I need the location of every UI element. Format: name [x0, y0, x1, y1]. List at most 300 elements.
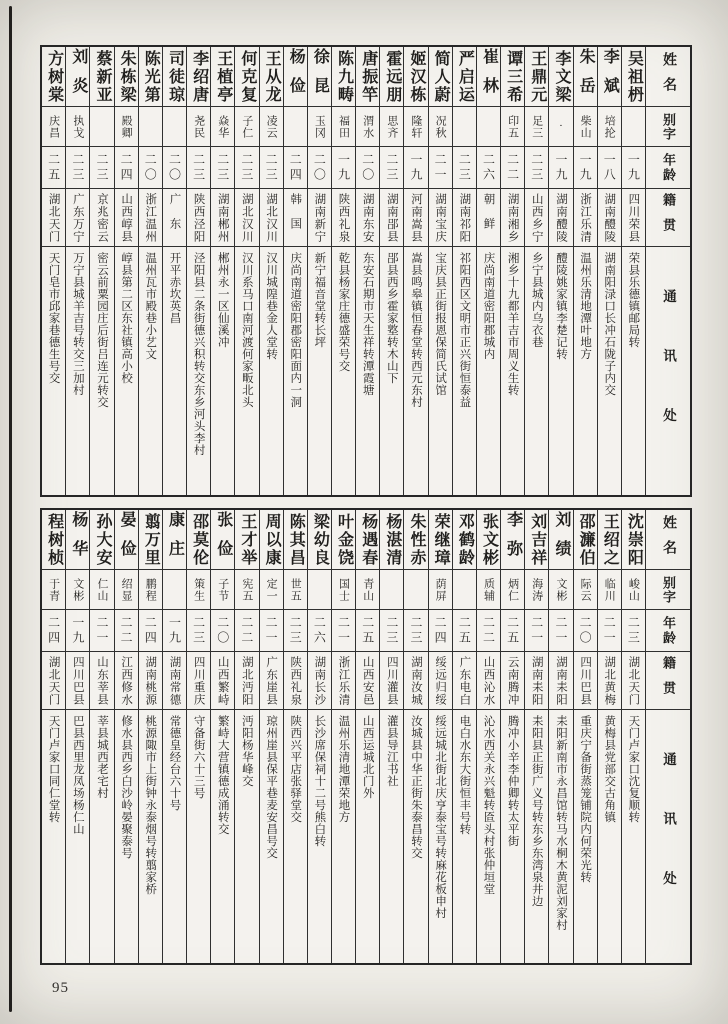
person-native: 广东 [163, 189, 186, 247]
person-native: 湖北汉川 [260, 189, 283, 247]
person-native: 浙江温州 [139, 189, 162, 247]
person-column [283, 47, 307, 495]
person-zi: 培抡 [598, 107, 621, 147]
person-age: 二三 [453, 147, 476, 189]
person-native: 湖北天门 [622, 652, 645, 710]
person-name: 唐振竿 [356, 47, 379, 107]
person-age: 二一 [549, 610, 572, 652]
person-column [283, 510, 307, 963]
person-zi: 青山 [356, 570, 379, 610]
person-column [524, 510, 548, 963]
person-age: 二四 [429, 610, 452, 652]
person-name: 邵莫伦 [187, 510, 210, 570]
person-address: 灌县导江书社 [385, 715, 398, 787]
person-native: 湖南汝城 [404, 652, 427, 710]
person-address: 电白水东大街恒丰号转 [458, 715, 471, 835]
person-column [573, 47, 597, 495]
person-native: 朝鲜 [477, 189, 500, 247]
header-native-label: 籍贯 [646, 652, 690, 710]
header-column [645, 510, 690, 963]
page-number: 95 [52, 980, 69, 996]
person-native: 湖南东安 [356, 189, 379, 247]
person-name: 陈光第 [139, 47, 162, 107]
person-column [355, 47, 379, 495]
header-zi-label: 别字 [646, 570, 690, 610]
person-zi: 峻山 [622, 570, 645, 610]
person-age: 二〇 [211, 610, 234, 652]
person-address: 汉川城隍巷金人堂转 [265, 252, 278, 360]
person-column [500, 47, 524, 495]
person-name: 张俭 [211, 510, 234, 570]
person-column [42, 47, 65, 495]
person-name: 杨遇春 [356, 510, 379, 570]
person-age: 二〇 [308, 147, 331, 189]
person-address: 温州瓦市殿巷小艺文 [144, 252, 157, 360]
person-name: 李弥 [501, 510, 524, 570]
person-column [114, 510, 138, 963]
person-zi: 庆昌 [42, 107, 65, 147]
person-address: 温州乐清地潭荣地方 [337, 715, 350, 823]
person-native: 云南腾冲 [501, 652, 524, 710]
person-age: 二四 [115, 147, 138, 189]
person-column [428, 47, 452, 495]
person-name: 翦万里 [139, 510, 162, 570]
person-zi [404, 570, 427, 610]
person-column [331, 47, 355, 495]
person-age: 二〇 [163, 147, 186, 189]
person-name: 张文彬 [477, 510, 500, 570]
person-name: 康庄 [163, 510, 186, 570]
person-name: 陈其昌 [284, 510, 307, 570]
person-address: 湘乡十九都羊吉市周义生转 [506, 252, 519, 396]
person-zi: 隆轩 [404, 107, 427, 147]
person-age: 一八 [598, 147, 621, 189]
person-column [89, 47, 113, 495]
header-zi-label: 别字 [646, 107, 690, 147]
person-age: 二三 [235, 147, 258, 189]
person-name: 朱栋梁 [115, 47, 138, 107]
person-age: 二三 [380, 147, 403, 189]
person-native: 湖南湘乡 [501, 189, 524, 247]
person-column [162, 47, 186, 495]
person-name: 王绍之 [598, 510, 621, 570]
person-name: 朱性赤 [404, 510, 427, 570]
person-name: 刘吉祥 [525, 510, 548, 570]
person-name: 杨华 [66, 510, 89, 570]
person-native: 京兆密云 [90, 189, 113, 247]
person-address: 沁水西关永兴魁转匼头村张仲垣堂 [482, 715, 495, 895]
person-age: 二二 [477, 610, 500, 652]
person-zi [380, 570, 403, 610]
person-native: 陕西礼泉 [332, 189, 355, 247]
person-native: 河南嵩县 [404, 189, 427, 247]
person-zi: 思齐 [380, 107, 403, 147]
person-zi: 柴山 [574, 107, 597, 147]
person-age: 二三 [284, 610, 307, 652]
person-name: 谭三希 [501, 47, 524, 107]
person-zi: 渭水 [356, 107, 379, 147]
person-address: 黄梅县党部交古角镇 [603, 715, 616, 823]
person-zi: 绍显 [115, 570, 138, 610]
person-address: 郴州永一区仙溪冲 [216, 252, 229, 348]
person-column [597, 510, 621, 963]
person-name: 蔡新亚 [90, 47, 113, 107]
person-zi: 尧民 [187, 107, 210, 147]
person-zi: 国士 [332, 570, 355, 610]
person-address: 山西运城北门外 [361, 715, 374, 799]
person-address: 东安石期市天生祥转潭霞塘 [361, 252, 374, 396]
person-native: 四川巴县 [574, 652, 597, 710]
scan-edge-line [9, 6, 12, 1012]
person-address: 天门皂市邱家巷德生号交 [47, 252, 60, 384]
person-column [548, 47, 572, 495]
person-age: 二四 [42, 610, 65, 652]
person-name: 李斌 [598, 47, 621, 107]
person-zi: 宪五 [235, 570, 258, 610]
person-age: 二二 [235, 610, 258, 652]
person-zi: 质辅 [477, 570, 500, 610]
person-column [234, 510, 258, 963]
person-zi: 际云 [574, 570, 597, 610]
person-native: 湖南醴陵 [598, 189, 621, 247]
person-age: 二六 [308, 610, 331, 652]
person-zi [308, 570, 331, 610]
person-zi: 临川 [598, 570, 621, 610]
person-age: 二三 [404, 610, 427, 652]
person-column [65, 47, 89, 495]
person-address: 汉川系马口南河渡何家畈北头 [240, 252, 253, 408]
person-name: 姬汉栋 [404, 47, 427, 107]
person-address: 嵩县鸣皋镇恒春堂转西元东村 [410, 252, 423, 408]
person-name: 陈九畴 [332, 47, 355, 107]
person-native: 广东电白 [453, 652, 476, 710]
person-name: 崔林 [477, 47, 500, 107]
person-zi: 执戈 [66, 107, 89, 147]
person-column [621, 510, 645, 963]
person-column [355, 510, 379, 963]
person-column [259, 510, 283, 963]
person-native: 广东崖县 [260, 652, 283, 710]
person-age: 一九 [163, 610, 186, 652]
header-age-label: 年龄 [646, 610, 690, 652]
person-address: 崞县第二区东社镇高小校 [120, 252, 133, 384]
person-native: 山西繁峙 [211, 652, 234, 710]
person-address: 耒阳县正街广义号转东乡东湾泉井边 [530, 715, 543, 907]
person-native: 山西乡宁 [525, 189, 548, 247]
person-column [307, 510, 331, 963]
person-age: 二五 [501, 610, 524, 652]
person-zi: 策生 [187, 570, 210, 610]
person-zi: 印五 [501, 107, 524, 147]
person-column [379, 510, 403, 963]
person-column [186, 510, 210, 963]
person-native: 山西安邑 [356, 652, 379, 710]
person-address: 新宁福音堂转长坪 [313, 252, 326, 348]
person-native: 湖南祁阳 [453, 189, 476, 247]
header-contact-label: 通讯处 [661, 289, 676, 468]
person-address: 腾冲小辛李仲卿转太平街 [506, 715, 519, 847]
person-zi: 文彬 [549, 570, 572, 610]
person-age: 二一 [429, 147, 452, 189]
person-native: 湖南新宁 [308, 189, 331, 247]
person-native: 湖南醴陵 [549, 189, 572, 247]
person-zi [477, 107, 500, 147]
person-column [42, 510, 65, 963]
person-name: 程树桢 [42, 510, 65, 570]
person-address: 重庆宁备街蒸笼铺院内何荣光转 [579, 715, 592, 883]
person-column [403, 47, 427, 495]
person-name: 杨俭 [284, 47, 307, 107]
header-column [645, 47, 690, 495]
person-age: 二一 [525, 610, 548, 652]
person-address: 荣县乐德镇邮局转 [627, 252, 640, 348]
person-address: 密云前粟园庄后街吕连元转交 [95, 252, 108, 408]
person-age: 二四 [284, 147, 307, 189]
person-name: 王才举 [235, 510, 258, 570]
person-zi: 玉冈 [308, 107, 331, 147]
person-age: 一九 [574, 147, 597, 189]
person-name: 孙大安 [90, 510, 113, 570]
person-native: 湖南常德 [163, 652, 186, 710]
directory-table-bottom [40, 508, 692, 965]
person-column [548, 510, 572, 963]
person-column [403, 510, 427, 963]
person-address: 繁峙大营镇德成涌转交 [216, 715, 229, 835]
person-address: 长沙席保祠十二号熊白转 [313, 715, 326, 847]
person-column [524, 47, 548, 495]
person-zi [90, 107, 113, 147]
person-address: 天门卢家口同仁堂转 [47, 715, 60, 823]
person-native: 湖北黄梅 [598, 652, 621, 710]
person-column [162, 510, 186, 963]
person-native: 浙江乐清 [574, 189, 597, 247]
person-age: 二〇 [139, 147, 162, 189]
person-age: 二三 [211, 147, 234, 189]
person-address: 祁阳西区文明市正兴街恒泰益 [458, 252, 471, 408]
person-zi: 足三 [525, 107, 548, 147]
person-age: 二三 [380, 610, 403, 652]
person-zi [139, 107, 162, 147]
person-address: 耒阳新南市永昌馆转马水桐木黄泥刘家村 [554, 715, 567, 931]
person-zi: 海涛 [525, 570, 548, 610]
person-address: 郘县西乡霍家墪转木山下 [385, 252, 398, 384]
person-name: 王植亭 [211, 47, 234, 107]
person-name: 方树棠 [42, 47, 65, 107]
person-age: 二三 [525, 147, 548, 189]
person-column [89, 510, 113, 963]
person-zi: · [549, 107, 572, 147]
person-zi: 荫屏 [429, 570, 452, 610]
person-address: 乡宁县城内乌衣巷 [530, 252, 543, 348]
person-column [379, 47, 403, 495]
person-age: 一九 [66, 610, 89, 652]
person-column [138, 510, 162, 963]
person-zi: 定一 [260, 570, 283, 610]
person-address: 天门卢家口沈复顺转 [627, 715, 640, 823]
person-age: 一九 [404, 147, 427, 189]
person-age: 二一 [260, 610, 283, 652]
person-age: 一九 [622, 147, 645, 189]
person-age: 二三 [66, 147, 89, 189]
person-address: 庆尚南道密阳郡密阳面内一洞 [289, 252, 302, 408]
person-native: 湖南长沙 [308, 652, 331, 710]
person-column [452, 47, 476, 495]
person-address: 宝庆县正街报恩保简氏试馆 [434, 252, 447, 396]
person-name: 沈崇阳 [622, 510, 645, 570]
person-native: 湖南郴州 [211, 189, 234, 247]
person-native: 四川灌县 [380, 652, 403, 710]
person-column [210, 510, 234, 963]
person-name: 何克复 [235, 47, 258, 107]
header-age-label: 年龄 [646, 147, 690, 189]
person-column [621, 47, 645, 495]
person-zi: 况秋 [429, 107, 452, 147]
person-native: 山西沁水 [477, 652, 500, 710]
person-age: 一九 [332, 147, 355, 189]
person-age: 一九 [549, 147, 572, 189]
person-address: 陕西兴平店张驿堂交 [289, 715, 302, 823]
person-age: 二〇 [356, 147, 379, 189]
header-native-label: 籍贯 [646, 189, 690, 247]
person-zi [453, 107, 476, 147]
person-zi [163, 570, 186, 610]
person-zi: 于青 [42, 570, 65, 610]
person-address: 莘县城西老宅村 [95, 715, 108, 799]
person-address: 沔阳杨华峰交 [240, 715, 253, 787]
person-age: 二一 [90, 610, 113, 652]
person-native: 陕西礼泉 [284, 652, 307, 710]
person-address: 醴陵姚家镇李楚记转 [554, 252, 567, 360]
person-name: 朱岳 [574, 47, 597, 107]
person-zi [622, 107, 645, 147]
person-age: 二一 [332, 610, 355, 652]
person-zi: 子节 [211, 570, 234, 610]
person-age: 二三 [187, 147, 210, 189]
person-column [307, 47, 331, 495]
person-name: 王鼎元 [525, 47, 548, 107]
person-age: 二三 [260, 147, 283, 189]
person-zi: 殿卿 [115, 107, 138, 147]
person-native: 四川荣县 [622, 189, 645, 247]
person-address: 湖南阳渌口长冲石陇子内交 [603, 252, 616, 396]
person-native: 湖北沔阳 [235, 652, 258, 710]
person-zi: 仁山 [90, 570, 113, 610]
person-age: 二〇 [574, 610, 597, 652]
person-address: 常德皇经台六十号 [168, 715, 181, 811]
person-native: 绥远归绥 [429, 652, 452, 710]
person-age: 二一 [598, 610, 621, 652]
person-column [65, 510, 89, 963]
person-column [259, 47, 283, 495]
person-name: 司徒琼 [163, 47, 186, 107]
header-name-label: 姓名 [646, 510, 690, 570]
person-address: 琼州崖县保平巷麦安昌号交 [265, 715, 278, 859]
person-name: 荣继璋 [429, 510, 452, 570]
person-column [476, 47, 500, 495]
person-native: 湖南郘县 [380, 189, 403, 247]
person-native: 江西修水 [115, 652, 138, 710]
person-column [500, 510, 524, 963]
person-column [476, 510, 500, 963]
person-zi: 凌云 [260, 107, 283, 147]
person-address: 万宁县城羊吉号转交三加村 [71, 252, 84, 396]
person-zi: 世五 [284, 570, 307, 610]
person-address: 开平赤坎英昌 [168, 252, 181, 324]
person-address: 巴县西里龙凤场杨仁山 [71, 715, 84, 835]
person-name: 简人蔚 [429, 47, 452, 107]
person-name: 徐昆 [308, 47, 331, 107]
person-column [428, 510, 452, 963]
person-native: 广东万宁 [66, 189, 89, 247]
person-column [234, 47, 258, 495]
person-name: 吴祖枬 [622, 47, 645, 107]
person-name: 晏俭 [115, 510, 138, 570]
person-age: 二六 [477, 147, 500, 189]
person-column [573, 510, 597, 963]
person-native: 韩国 [284, 189, 307, 247]
person-column [452, 510, 476, 963]
person-address: 汝城县中华正街朱泰昌转交 [410, 715, 423, 859]
person-native: 湖南耒阳 [525, 652, 548, 710]
person-address: 修水县西乡白沙岭晏聚泰号 [120, 715, 133, 859]
person-column [186, 47, 210, 495]
person-native: 湖北天门 [42, 652, 65, 710]
person-native: 山西崞县 [115, 189, 138, 247]
person-zi: 炳仁 [501, 570, 524, 610]
person-name: 李文梁 [549, 47, 572, 107]
person-zi [163, 107, 186, 147]
person-address: 乾县杨家庄德盛荣号交 [337, 252, 350, 372]
person-name: 杨湛清 [380, 510, 403, 570]
person-column [331, 510, 355, 963]
person-native: 湖南宝庆 [429, 189, 452, 247]
person-zi: 焱华 [211, 107, 234, 147]
person-native: 湖北天门 [42, 189, 65, 247]
person-native: 湖北汉川 [235, 189, 258, 247]
person-zi: 子仁 [235, 107, 258, 147]
person-name: 周以康 [260, 510, 283, 570]
directory-table-top [40, 45, 692, 497]
person-address: 绥远城北街北庆亨泰宝号转麻花板申村 [434, 715, 447, 919]
person-name: 邵濂伯 [574, 510, 597, 570]
person-name: 霍远朋 [380, 47, 403, 107]
person-age: 二三 [90, 147, 113, 189]
person-column [138, 47, 162, 495]
person-name: 刘绩 [549, 510, 572, 570]
person-age: 二五 [453, 610, 476, 652]
person-native: 山东莘县 [90, 652, 113, 710]
person-name: 李绍唐 [187, 47, 210, 107]
person-name: 叶金饶 [332, 510, 355, 570]
person-column [210, 47, 234, 495]
person-column [114, 47, 138, 495]
person-column [597, 47, 621, 495]
person-address: 庆尚南道密阳郡城内 [482, 252, 495, 360]
person-name: 刘炎 [66, 47, 89, 107]
person-name: 王从龙 [260, 47, 283, 107]
person-address: 守备街六十三号 [192, 715, 205, 799]
person-zi: 福田 [332, 107, 355, 147]
person-zi: 鹏程 [139, 570, 162, 610]
person-native: 湖南耒阳 [549, 652, 572, 710]
person-name: 邓鹤龄 [453, 510, 476, 570]
person-zi [284, 107, 307, 147]
person-age: 二二 [501, 147, 524, 189]
person-name: 梁幼良 [308, 510, 331, 570]
header-contact-label: 通讯处 [661, 752, 676, 931]
person-age: 二三 [187, 610, 210, 652]
person-native: 湖南桃源 [139, 652, 162, 710]
